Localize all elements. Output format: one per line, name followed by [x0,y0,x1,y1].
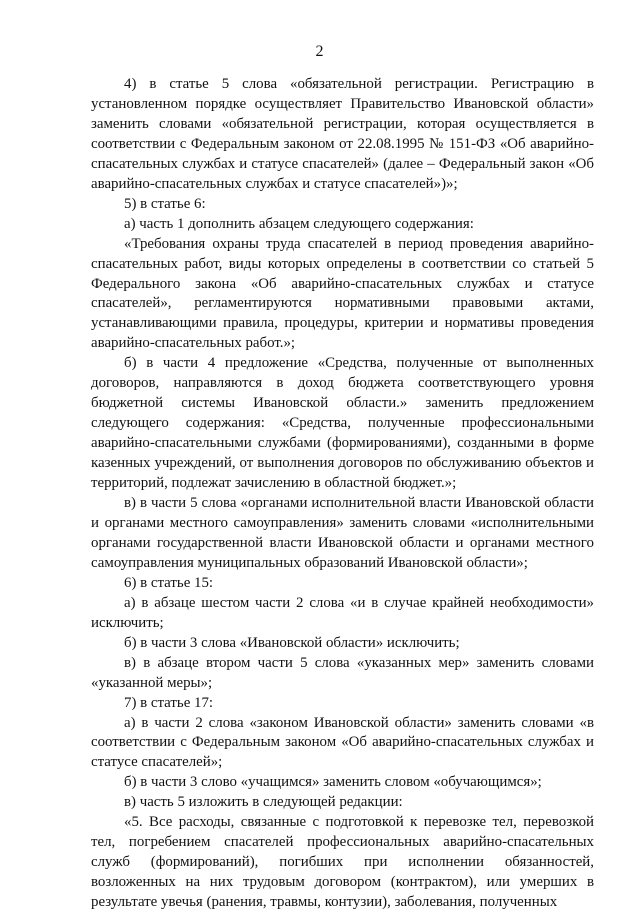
paragraph-quote-part-5: «5. Все расходы, связанные с подготовкой к перевозке тел, перевозкой тел, погребением спасателей профессиональных аварийно-спасательных служб (формирований), погибших при исполнении обязанностей, возложенных на них трудовым договором (контрактом), или умерших в результате увечья (ранения, травмы, контузии), заболевания, полученных [91,814,594,911]
paragraph-item-6a: а) в абзаце шестом части 2 слова «и в случае крайней необходимости» исключить; [91,594,594,631]
paragraph-item-6v: в) в абзаце втором части 5 слова «указанных мер» заменить словами «указанной меры»; [91,654,594,691]
paragraph-item-6: 6) в статье 15: [124,574,214,591]
paragraph-item-5b: б) в части 4 предложение «Средства, полученные от выполненных договоров, направляются в доход бюджета соответствующего уровня бюджетной системы Ивановской области.» заменить предложением следующего содержания: «Средства, полученные профессиональными аварийно-спасательными службами (формированиями), созданными в форме казенных учреждений, от выполнения договоров по обслуживанию объектов и территорий, подлежат зачислению в областной бюджет.»; [91,355,594,492]
page-number: 2 [315,43,324,60]
paragraph-item-7a: а) в части 2 слова «законом Ивановской области» заменить словами «в соответствии с Федеральным законом «Об аварийно-спасательных службах и статусе спасателей»; [91,714,594,771]
paragraph-item-5a: а) часть 1 дополнить абзацем следующего содержания: [124,215,474,232]
paragraph-quote-labor-safety: «Требования охраны труда спасателей в период проведения аварийно-спасательных работ, виды которых определены в соответствии со статьей 5 Федерального закона «Об аварийно-спасательных службах и статусе спасателей», регламентируются нормативными правовыми актами, устанавливающими правила, процедуры, критерии и нормативы проведения аварийно-спасательных работ.»; [91,235,594,352]
paragraph-item-7: 7) в статье 17: [124,694,214,711]
paragraph-item-4: 4) в статье 5 слова «обязательной регистрации. Регистрацию в установленном порядке осуществляет Правительство Ивановской области» заменить словами «обязательной регистрации, которая осуществляется в соответствии с Федеральным законом от 22.08.1995 № 151-ФЗ «Об аварийно-спасательных службах и статусе спасателей» (далее – Федеральный закон «Об аварийно-спасательных службах и статусе спасателей»)»; [91,76,594,192]
paragraph-item-7v: в) часть 5 изложить в следующей редакции: [124,794,403,811]
body-text [91,75,594,913]
paragraph-item-7b: б) в части 3 слово «учащимся» заменить словом «обучающимся»; [124,774,542,791]
paragraph-item-5v: в) в части 5 слова «органами исполнительной власти Ивановской области и органами местного самоуправления» заменить словами «исполнительными органами государственной власти Ивановской области и органами местного самоуправления муниципальных образований Ивановской области»; [91,495,594,571]
paragraph-item-5: 5) в статье 6: [124,195,206,212]
paragraph-item-6b: б) в части 3 слова «Ивановской области» исключить; [124,634,460,651]
